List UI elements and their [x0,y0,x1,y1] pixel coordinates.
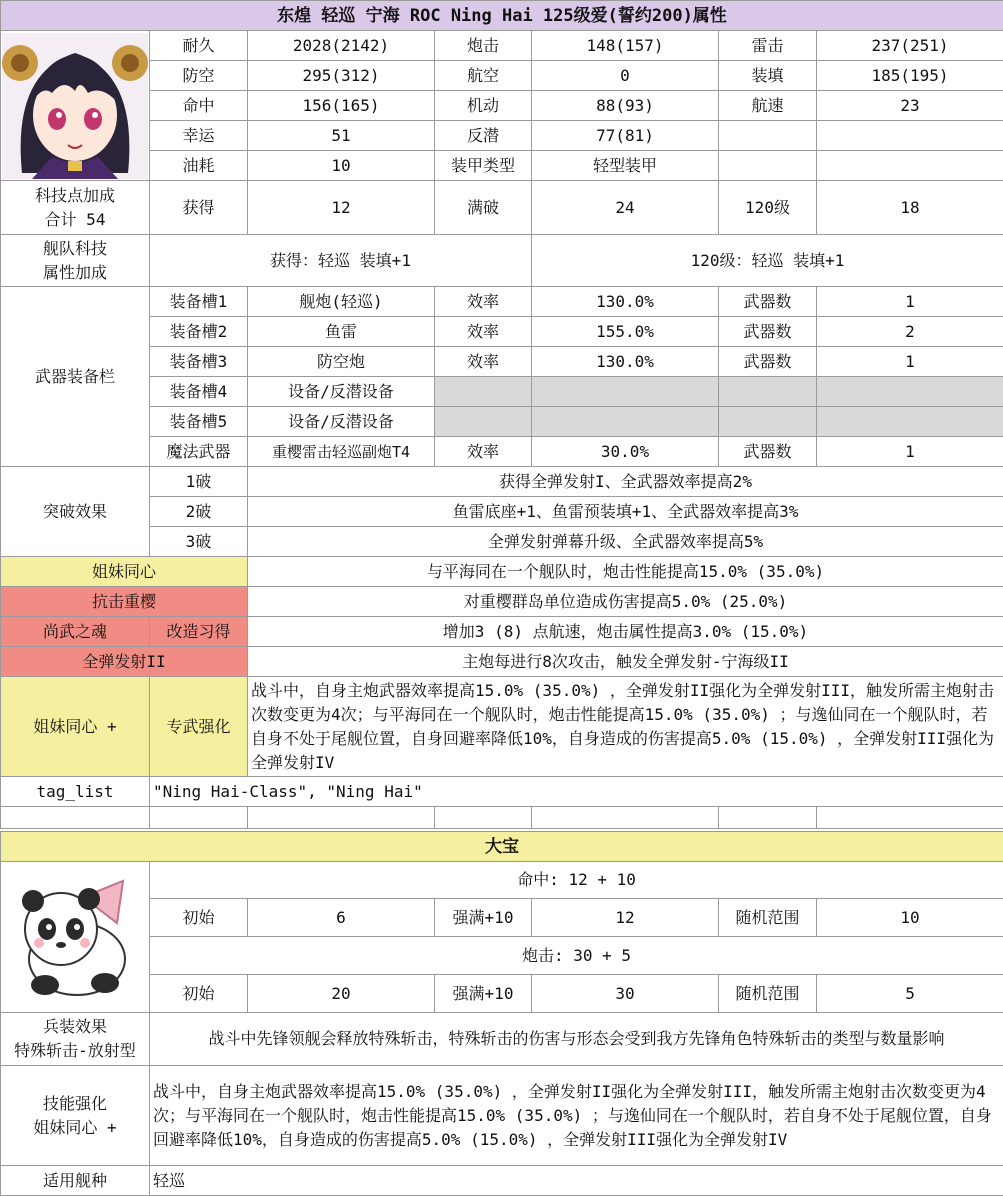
weapon-count-value: 2 [817,317,1003,347]
weapon-count-value: 1 [817,347,1003,377]
gear-skill-text: 战斗中，自身主炮武器效率提高15.0% (35.0%) ，全弹发射II强化为全弹发射III，触发所需主炮射击次数变更为4次；与平海同在一个舰队时，炮击性能提高15.0% (35.0%) ；与逸仙同在一个舰队时，若自身不处于尾舰位置，自身回避率降低10%，自身造成的伤害提高5.0% (15.0%) ，全弹发射III强化为全弹发射IV [150,1066,1003,1166]
skill-name: 姐妹同心 [1,557,248,587]
weapon-count-value: 1 [817,287,1003,317]
weapon-count-value: 1 [817,437,1003,467]
stat-value-reload: 185(195) [817,61,1003,91]
applicable-ship-label: 适用舰种 [1,1166,150,1196]
panda-icon [5,867,145,1007]
tech-obtain-label: 获得 [150,181,248,235]
random-range-label: 随机范围 [719,975,817,1013]
spacer-cell [150,807,248,829]
slot-label: 装备槽3 [150,347,248,377]
stat-value-aa: 295(312) [248,61,435,91]
breakthrough-label: 突破效果 [1,467,150,557]
stat-label-torpedo: 雷击 [719,31,817,61]
skill-desc: 增加3 (8) 点航速，炮击属性提高3.0% (15.0%) [248,617,1003,647]
applicable-ship-value: 轻巡 [150,1166,1003,1196]
efficiency-value: 30.0% [532,437,719,467]
stat-value-speed: 23 [817,91,1003,121]
efficiency-value: 130.0% [532,287,719,317]
slot-label: 装备槽5 [150,407,248,437]
slot-type: 防空炮 [248,347,435,377]
slot-label: 装备槽4 [150,377,248,407]
stat-label-durability: 耐久 [150,31,248,61]
random-range-label: 随机范围 [719,899,817,937]
spacer-cell [435,807,532,829]
stat-value-durability: 2028(2142) [248,31,435,61]
firepower-header: 炮击: 30 + 5 [150,937,1003,975]
empty-cell [719,377,817,407]
skill-source: 改造习得 [150,617,248,647]
empty-cell [435,377,532,407]
slot-type: 设备/反潜设备 [248,377,435,407]
stat-label-evasion: 机动 [435,91,532,121]
stat-value-evasion: 88(93) [532,91,719,121]
slot-type: 设备/反潜设备 [248,407,435,437]
efficiency-value: 130.0% [532,347,719,377]
skill-name: 尚武之魂 [1,617,150,647]
stat-value-armor: 轻型装甲 [532,151,719,181]
stat-label-luck: 幸运 [150,121,248,151]
empty-cell [435,407,532,437]
spacer-cell [719,807,817,829]
breakthrough-level: 1破 [150,467,248,497]
skill-desc: 主炮每进行8次攻击，触发全弹发射-宁海级II [248,647,1003,677]
tag-list-value: "Ning Hai-Class", "Ning Hai" [150,777,1003,807]
initial-label: 初始 [150,975,248,1013]
enhance-value: 30 [532,975,719,1013]
initial-label: 初始 [150,899,248,937]
efficiency-value: 155.0% [532,317,719,347]
stat-label-speed: 航速 [719,91,817,121]
tech-obtain-value: 12 [248,181,435,235]
slot-type: 舰炮(轻巡) [248,287,435,317]
efficiency-label: 效率 [435,347,532,377]
slot-label: 装备槽2 [150,317,248,347]
slot-label: 魔法武器 [150,437,248,467]
tag-list-label: tag_list [1,777,150,807]
skill-desc: 与平海同在一个舰队时，炮击性能提高15.0% (35.0%) [248,557,1003,587]
skill-desc: 战斗中，自身主炮武器效率提高15.0% (35.0%) ，全弹发射II强化为全弹发射III，触发所需主炮射击次数变更为4次；与平海同在一个舰队时，炮击性能提高15.0% (35.0%) ；与逸仙同在一个舰队时，若自身不处于尾舰位置，自身回避率降低10%，自身造成的伤害提高5.0% (15.0%) ，全弹发射III强化为全弹发射IV [248,677,1003,777]
stat-label-aviation: 航空 [435,61,532,91]
breakthrough-level: 3破 [150,527,248,557]
slot-label: 装备槽1 [150,287,248,317]
empty-cell [817,121,1003,151]
stat-value-asw: 77(81) [532,121,719,151]
skill-source: 专武强化 [150,677,248,777]
skill-name: 姐妹同心 + [1,677,150,777]
stat-label-accuracy: 命中 [150,91,248,121]
skill-desc: 对重樱群岛单位造成伤害提高5.0% (25.0%) [248,587,1003,617]
spacer-cell [1,807,150,829]
stat-label-oil: 油耗 [150,151,248,181]
gear-table [0,831,1003,1196]
empty-cell [719,151,817,181]
enhance-label: 强满+10 [435,975,532,1013]
gear-effect-label: 兵装效果 特殊斩击-放射型 [1,1013,150,1066]
enhance-value: 12 [532,899,719,937]
empty-cell [719,121,817,151]
tech-limitbreak-value: 24 [532,181,719,235]
spacer-cell [532,807,719,829]
empty-cell [532,377,719,407]
tech-limitbreak-label: 满破 [435,181,532,235]
weapon-count-label: 武器数 [719,317,817,347]
efficiency-label: 效率 [435,287,532,317]
stat-label-aa: 防空 [150,61,248,91]
stat-value-aviation: 0 [532,61,719,91]
efficiency-label: 效率 [435,437,532,467]
stat-value-firepower: 148(157) [532,31,719,61]
random-range-value: 10 [817,899,1003,937]
skill-name: 抗击重樱 [1,587,248,617]
initial-value: 6 [248,899,435,937]
breakthrough-level: 2破 [150,497,248,527]
gear-title: 大宝 [1,832,1003,862]
stat-label-firepower: 炮击 [435,31,532,61]
ship-title: 东煌 轻巡 宁海 ROC Ning Hai 125级爱(誓约200)属性 [1,1,1003,31]
weapon-count-label: 武器数 [719,347,817,377]
spacer-cell [248,807,435,829]
ning-hai-portrait-icon [2,33,148,179]
empty-cell [817,377,1003,407]
slot-type: 重樱雷击轻巡副炮T4 [248,437,435,467]
tech-lv120-value: 18 [817,181,1003,235]
weapon-slots-label: 武器装备栏 [1,287,150,467]
accuracy-header: 命中: 12 + 10 [150,862,1003,899]
breakthrough-effect: 鱼雷底座+1、鱼雷预装填+1、全武器效率提高3% [248,497,1003,527]
stat-label-asw: 反潜 [435,121,532,151]
empty-cell [817,151,1003,181]
enhance-label: 强满+10 [435,899,532,937]
stat-value-luck: 51 [248,121,435,151]
slot-type: 鱼雷 [248,317,435,347]
empty-cell [532,407,719,437]
weapon-count-label: 武器数 [719,287,817,317]
gear-effect-text: 战斗中先锋领舰会释放特殊斩击，特殊斩击的伤害与形态会受到我方先锋角色特殊斩击的类型与数量影响 [150,1013,1003,1066]
skill-name: 全弹发射II [1,647,248,677]
fleet-tech-label: 舰队科技 属性加成 [1,235,150,287]
stat-value-torpedo: 237(251) [817,31,1003,61]
initial-value: 20 [248,975,435,1013]
spacer-cell [817,807,1003,829]
breakthrough-effect: 获得全弹发射I、全武器效率提高2% [248,467,1003,497]
gear-skill-label: 技能强化 姐妹同心 + [1,1066,150,1166]
weapon-count-label: 武器数 [719,437,817,467]
efficiency-label: 效率 [435,317,532,347]
tech-lv120-label: 120级 [719,181,817,235]
fleet-tech-lv120: 120级：轻巡 装填+1 [532,235,1003,287]
stat-label-armor: 装甲类型 [435,151,532,181]
stat-value-oil: 10 [248,151,435,181]
tech-points-label: 科技点加成 合计 54 [1,181,150,235]
breakthrough-effect: 全弹发射弹幕升级、全武器效率提高5% [248,527,1003,557]
stat-label-reload: 装填 [719,61,817,91]
stat-value-accuracy: 156(165) [248,91,435,121]
fleet-tech-obtain: 获得：轻巡 装填+1 [150,235,532,287]
portrait-cell [1,31,150,181]
random-range-value: 5 [817,975,1003,1013]
empty-cell [817,407,1003,437]
pet-cell [1,862,150,1013]
empty-cell [719,407,817,437]
